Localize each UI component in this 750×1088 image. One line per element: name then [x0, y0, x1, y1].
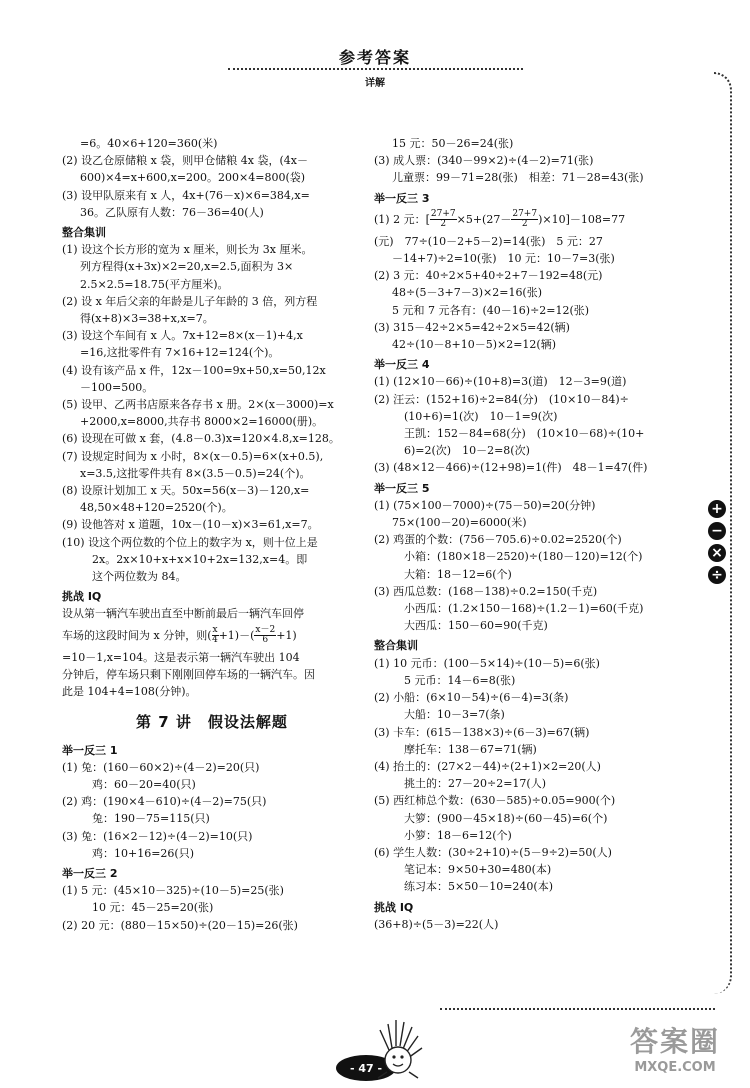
- section-heading-example-3: 举一反三 3: [374, 191, 430, 205]
- intro-line: =6。40×6+120=360(米): [80, 137, 218, 150]
- answer-line: 练习本：5×50－10=240(本): [404, 880, 554, 894]
- plus-icon: +: [708, 500, 726, 518]
- answer-line: －100=500。: [80, 380, 154, 394]
- fraction: [212, 626, 219, 645]
- section-heading-example-5: 举一反三 5: [374, 481, 430, 495]
- answer-line: (3) (48×12－466)÷(12+98)=1(件) 48－1=47(件): [374, 461, 648, 475]
- fraction-numerator: 27+7: [430, 209, 456, 220]
- answer-line: (1) 10 元币：(100－5×14)÷(10－5)=6(张): [374, 656, 600, 670]
- fraction-denominator: 4: [212, 635, 218, 646]
- fraction-denominator: 2: [440, 219, 447, 230]
- answer-line: －14+7)÷2=10(张) 10 元：10－7=3(张): [392, 252, 615, 266]
- answer-line: x=3.5,这批零件共有 8×(3.5－0.5)=24(个)。: [80, 466, 311, 480]
- answer-line: 小西瓜：(1.2×150－168)÷(1.2－1)=60(千克): [404, 602, 644, 616]
- iq-text: +1): [276, 628, 297, 642]
- multiply-icon: ×: [708, 544, 726, 562]
- answer-line: (1) 5 元：(45×10－325)÷(10－5)=25(张): [62, 884, 284, 898]
- fraction: [430, 210, 457, 229]
- header-divider-left: [228, 68, 523, 70]
- answer-line: (5) 设甲、乙两书店原来各存书 x 册。2×(x－3000)=x: [62, 398, 334, 412]
- page-number: - 47 -: [349, 1062, 383, 1075]
- minus-icon: −: [708, 522, 726, 540]
- answer-line: 15 元：50－26=24(张): [392, 137, 514, 150]
- answer-line: (6) 设现在可做 x 套，(4.8－0.3)x=120×4.8,x=128。: [62, 432, 340, 446]
- answer-line: 兔：190－75=115(只): [92, 812, 210, 826]
- right-column: [374, 135, 704, 933]
- answer-line: 2.5×2.5=18.75(平方厘米)。: [80, 277, 229, 291]
- answer-text: ×5+(27－: [456, 212, 512, 226]
- left-column: [62, 135, 362, 934]
- answer-line: (2) 设 x 年后父亲的年龄是儿子年龄的 3 倍，列方程: [62, 294, 318, 308]
- answer-line: 75×(100－20)=6000(米): [392, 516, 527, 530]
- answer-line: 这个两位数为 84。: [92, 570, 187, 584]
- footer-divider: [440, 1008, 715, 1010]
- answer-line: 列方程得(x+3x)×2=20,x=2.5,面积为 3×: [80, 260, 294, 274]
- iq-line: =10－1,x=104。这是表示第一辆汽车驶出 104: [62, 650, 300, 664]
- answer-line: (3) 315－42÷2×5=42÷2×5=42(辆): [374, 320, 570, 334]
- fraction-numerator: x: [212, 625, 218, 636]
- fraction-denominator: 6: [262, 635, 269, 646]
- answer-line: (4) 抬土的：(27×2－44)÷(2+1)×2=20(人): [374, 759, 601, 773]
- answer-line: (2) 小船：(6×10－54)÷(6－4)=3(条): [374, 691, 569, 705]
- section-heading-example-4: 举一反三 4: [374, 358, 430, 372]
- section-heading-iq: 挑战 IQ: [374, 900, 414, 914]
- answer-line: 大船：10－3=7(条): [404, 708, 505, 722]
- answer-line: (2) 3 元：40÷2×5+40÷2+7－192=48(元): [374, 269, 603, 283]
- intro-line: (2) 设乙仓原储粮 x 袋，则甲仓储粮 4x 袋，(4x－: [62, 154, 308, 168]
- fraction: [254, 626, 276, 645]
- answer-line: 儿童票：99－71=28(张) 相差：71－28=43(张): [392, 171, 644, 185]
- answer-line: (9) 设他答对 x 道题，10x－(10－x)×3=61,x=7。: [62, 518, 319, 532]
- answer-line: (6) 学生人数：(30÷2+10)÷(5－9÷2)=50(人): [374, 845, 612, 859]
- answer-line: (2) 20 元：(880－15×50)÷(20－15)=26(张): [62, 918, 298, 932]
- answer-line: 小箱：(180×18－2520)÷(180－120)=12(个): [404, 550, 643, 564]
- lecture-title: 第 7 讲 假设法解题: [136, 713, 288, 732]
- iq-line: 设从第一辆汽车驶出直至中断前最后一辆汽车回停: [62, 607, 304, 621]
- answer-line: (2) 鸡蛋的个数：(756－705.6)÷0.02=2520(个): [374, 533, 622, 547]
- answer-line: (10) 设这个两位数的个位上的数字为 x，则十位上是: [62, 535, 318, 549]
- iq-text: 车场的这段时间为 x 分钟，则(: [62, 628, 212, 642]
- answer-line: (3) 成人票：(340－99×2)÷(4－2)=71(张): [374, 154, 594, 168]
- answer-line: (元) 77÷(10－2+5－2)=14(张) 5 元：27: [374, 234, 603, 248]
- intro-line: 600)×4=x+600,x=200。200×4=800(袋): [80, 171, 306, 185]
- answer-line: (3) 西瓜总数：(168－138)÷0.2=150(千克): [374, 584, 598, 598]
- answer-line: 鸡：10+16=26(只): [92, 846, 195, 860]
- section-heading-iq: 挑战 IQ: [62, 590, 102, 604]
- answer-line: (3) 兔：(16×2－12)÷(4－2)=10(只): [62, 829, 253, 843]
- answer-line: (36+8)÷(5－3)=22(人): [374, 917, 499, 931]
- answer-line: 笔记本：9×50+30=480(本): [404, 863, 552, 877]
- iq-text: +1)－(: [218, 628, 255, 642]
- answer-line: 10 元：45－25=20(张): [92, 901, 214, 915]
- answer-line: 5 元币：14－6=8(张): [404, 673, 516, 687]
- iq-line: 此是 104+4=108(分钟)。: [62, 685, 197, 699]
- iq-line-with-fractions: [62, 623, 362, 649]
- watermark: [610, 1020, 740, 1075]
- answer-line: (2) 鸡：(190×4－610)÷(4－2)=75(只): [62, 795, 267, 809]
- answer-line: (2) 汪云：(152+16)÷2=84(分) (10×10－84)÷: [374, 392, 629, 406]
- answer-line: (10+6)=1(次) 10－1=9(次): [404, 409, 558, 423]
- answer-line: 2x。2x×10+x+x×10+2x=132,x=4。即: [92, 552, 308, 566]
- answer-line: (1) (12×10－66)÷(10+8)=3(道) 12－3=9(道): [374, 375, 627, 389]
- answer-line: (3) 卡车：(615－138×3)÷(6－3)=67(辆): [374, 725, 590, 739]
- section-heading-training: 整合集训: [62, 226, 106, 240]
- answer-text: (1) 2 元：[: [374, 212, 430, 226]
- answer-line: 48÷(5－3+7－3)×2=16(张): [392, 286, 543, 300]
- intro-line: 36。乙队原有人数：76－36=40(人): [80, 205, 264, 219]
- answer-line: (3) 设这个车间有 x 人。7x+12=8×(x－1)+4,x: [62, 329, 303, 343]
- answer-line: 42÷(10－8+10－5)×2=12(辆): [392, 338, 557, 352]
- answer-line-with-fractions: [374, 207, 704, 233]
- intro-line: (3) 设甲队原来有 x 人，4x+(76－x)×6=384,x=: [62, 188, 310, 202]
- section-heading-example-1: 举一反三 1: [62, 743, 118, 757]
- answer-line: (1) (75×100－7000)÷(75－50)=20(分钟): [374, 498, 596, 512]
- iq-line: 分钟后，停车场只剩下刚刚回停车场的一辆汽车。因: [62, 667, 315, 681]
- section-heading-example-2: 举一反三 2: [62, 866, 118, 880]
- answer-line: 得(x+8)×3=38+x,x=7。: [80, 312, 214, 326]
- answer-text: )×10]－108=77: [538, 212, 626, 226]
- answer-line: 摩托车：138－67=71(辆): [404, 742, 537, 756]
- answer-line: 大箩：(900－45×18)÷(60－45)=6(个): [404, 811, 608, 825]
- watermark-url: MXQE.COM: [634, 1060, 716, 1075]
- fraction-denominator: 2: [521, 219, 528, 230]
- answer-line: 鸡：60－20=40(只): [92, 777, 196, 791]
- watermark-logo-text: 答案圈: [629, 1025, 720, 1058]
- answer-line: (7) 设规定时间为 x 小时，8×(x－0.5)=6×(x+0.5),: [62, 449, 324, 463]
- divide-icon: ÷: [708, 566, 726, 584]
- answer-line: (1) 兔：(160－60×2)÷(4－2)=20(只): [62, 760, 260, 774]
- answer-line: 6)=2(次) 10－2=8(次): [404, 444, 530, 458]
- answer-line: 48,50×48+120=2520(个)。: [80, 501, 233, 515]
- fraction-numerator: x－2: [255, 625, 276, 636]
- answer-line: 王凯：152－84=68(分) (10×10－68)÷(10+: [404, 427, 645, 441]
- section-heading-training: 整合集训: [374, 639, 418, 653]
- operation-symbols: [708, 500, 728, 588]
- fraction: [511, 210, 538, 229]
- answer-line: (4) 设有该产品 x 件，12x－100=9x+50,x=50,12x: [62, 363, 326, 377]
- answer-line: (5) 西红柿总个数：(630－585)÷0.05=900(个): [374, 794, 616, 808]
- answer-line: 大西瓜：150－60=90(千克): [404, 619, 548, 633]
- fraction-numerator: 27+7: [512, 209, 538, 220]
- answer-line: 挑土的：27－20÷2=17(人): [404, 777, 547, 791]
- mascot-illustration: [332, 1010, 432, 1082]
- answer-line: (8) 设原计划加工 x 天。50x=56(x－3)－120,x=: [62, 484, 310, 498]
- answer-line: 小箩：18－6=12(个): [404, 828, 512, 842]
- answer-line: +2000,x=8000,共存书 8000×2=16000(册)。: [80, 415, 324, 429]
- page-header-title: 参考答案: [338, 48, 411, 67]
- answer-line: (1) 设这个长方形的宽为 x 厘米，则长为 3x 厘米。: [62, 243, 313, 257]
- answer-line: 5 元和 7 元各有：(40－16)÷2=12(张): [392, 303, 590, 317]
- page-header-subtitle: 详解: [365, 78, 385, 89]
- answer-line: =16,这批零件有 7×16+12=124(个)。: [80, 346, 280, 360]
- answer-line: 大箱：18－12=6(个): [404, 567, 512, 581]
